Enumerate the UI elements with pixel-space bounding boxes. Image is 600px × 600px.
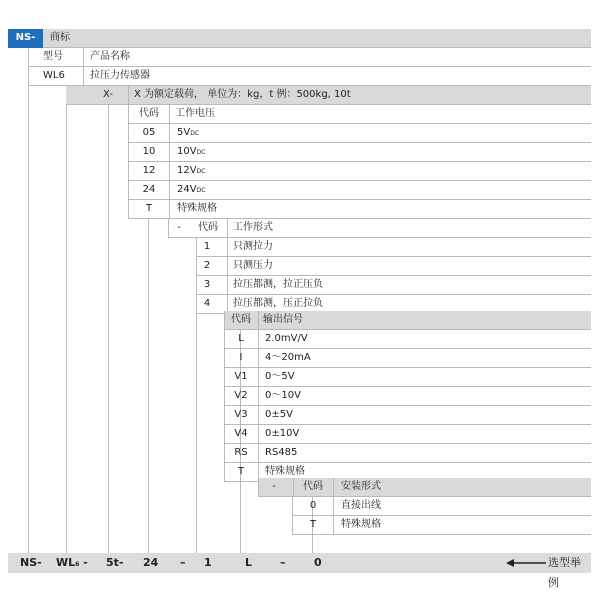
output-row — [224, 444, 591, 463]
mount-head-code: 代码 — [303, 481, 323, 492]
mount-row — [292, 516, 591, 535]
example-mount: 0 — [314, 556, 322, 569]
output-code: I — [239, 352, 243, 363]
connector-line-model — [66, 85, 67, 553]
voltage-value — [177, 162, 205, 180]
voltage-row — [128, 200, 591, 219]
capacity-desc: X 为额定载荷， 单位为：kg，t 例：500kg, 10t — [134, 89, 351, 100]
form-header-row — [168, 219, 591, 238]
example-model-sub: 6 — [75, 561, 80, 568]
output-value: 4～20mA — [265, 352, 311, 363]
form-row — [196, 238, 591, 257]
form-code: 2 — [203, 260, 211, 271]
output-value: 0～10V — [265, 390, 301, 401]
output-value: 0±5V — [265, 409, 293, 420]
form-value: 拉压都测，拉正压负 — [233, 279, 323, 290]
output-value: 0～5V — [265, 371, 295, 382]
connector-line-ns — [28, 48, 29, 553]
form-code: 1 — [203, 241, 211, 252]
output-head-code: 代码 — [231, 314, 251, 325]
output-head-title: 输出信号 — [263, 314, 303, 325]
output-row — [224, 368, 591, 387]
mount-code: 0 — [309, 500, 317, 511]
example-dash-2: – — [280, 556, 286, 569]
model-label: 型号 — [43, 51, 63, 62]
connector-line-capacity — [108, 104, 109, 553]
form-code: 3 — [203, 279, 211, 290]
model-row — [28, 67, 591, 86]
output-code: L — [238, 333, 244, 344]
form-head-code: 代码 — [198, 222, 218, 233]
output-code: RS — [234, 447, 248, 458]
mount-value: 特殊规格 — [341, 519, 381, 530]
output-header-row — [224, 311, 591, 330]
brand-label: 商标 — [50, 32, 70, 43]
output-code: V2 — [234, 390, 248, 401]
output-value: 特殊规格 — [265, 466, 305, 477]
form-value: 拉压都测，压正拉负 — [233, 298, 323, 309]
output-value: 0±10V — [265, 428, 300, 439]
example-capacity: 5t- — [106, 556, 124, 569]
form-head-title: 工作形式 — [233, 222, 273, 233]
model-code: WL6 — [43, 70, 65, 81]
mount-value: 直接出线 — [341, 500, 381, 511]
output-row — [224, 349, 591, 368]
voltage-row — [128, 124, 591, 143]
example-dash-1: – — [180, 556, 186, 569]
voltage-value-text: 24V — [177, 184, 197, 195]
example-output: L — [245, 556, 253, 569]
example-label: 选型举例 — [548, 556, 581, 589]
mount-head-title: 安装形式 — [341, 481, 381, 492]
voltage-unit: DC — [196, 168, 206, 175]
example-voltage: 24 — [143, 556, 159, 569]
capacity-code: X- — [103, 89, 113, 100]
form-code: 4 — [203, 298, 211, 309]
voltage-value-text: 10V — [177, 146, 197, 157]
form-value: 只测拉力 — [233, 241, 273, 252]
voltage-code: 24 — [142, 184, 156, 195]
model-name: 拉压力传感器 — [90, 70, 150, 81]
voltage-head-title: 工作电压 — [175, 108, 215, 119]
voltage-value — [177, 124, 199, 142]
output-row — [224, 425, 591, 444]
output-row — [224, 387, 591, 406]
output-code: T — [237, 466, 245, 477]
example-form: 1 — [204, 556, 212, 569]
voltage-value-text: 5V — [177, 127, 191, 138]
voltage-row — [128, 162, 591, 181]
voltage-row — [128, 143, 591, 162]
brand-row — [8, 29, 591, 48]
mount-code: T — [309, 519, 317, 530]
connector-line-voltage — [148, 218, 149, 553]
output-code: V4 — [234, 428, 248, 439]
output-row — [224, 406, 591, 425]
mount-row — [292, 497, 591, 516]
mount-dash: - — [272, 481, 276, 492]
output-row — [224, 330, 591, 349]
voltage-code: 10 — [142, 146, 156, 157]
voltage-unit: DC — [196, 187, 206, 194]
form-row — [196, 276, 591, 295]
voltage-code: 05 — [142, 127, 156, 138]
voltage-code: T — [145, 203, 153, 214]
form-row — [196, 257, 591, 276]
voltage-unit: DC — [196, 149, 206, 156]
output-code: V3 — [234, 409, 248, 420]
voltage-head-code: 代码 — [139, 108, 159, 119]
left-arrow-icon — [506, 559, 546, 567]
example-bar — [8, 553, 591, 589]
output-value: RS485 — [265, 447, 298, 458]
prefix-badge: NS- — [8, 29, 43, 48]
capacity-row — [66, 86, 591, 105]
voltage-value — [177, 181, 205, 199]
mount-header-row — [258, 478, 591, 497]
model-header-row — [28, 48, 591, 67]
form-value: 只测压力 — [233, 260, 273, 271]
example-model-dash: - — [79, 556, 88, 569]
voltage-unit: DC — [190, 130, 200, 137]
voltage-value-text: 12V — [177, 165, 197, 176]
example-prefix: NS- — [20, 556, 42, 569]
voltage-value: 特殊规格 — [177, 203, 217, 214]
example-model-text: WL — [56, 556, 76, 569]
voltage-code: 12 — [142, 165, 156, 176]
example-model — [56, 553, 88, 575]
form-dash: - — [177, 222, 181, 233]
voltage-row — [128, 181, 591, 200]
voltage-value — [177, 143, 205, 161]
output-code: V1 — [234, 371, 248, 382]
model-name-label: 产品名称 — [90, 51, 130, 62]
output-value: 2.0mV/V — [265, 333, 308, 344]
voltage-header-row — [128, 105, 591, 124]
